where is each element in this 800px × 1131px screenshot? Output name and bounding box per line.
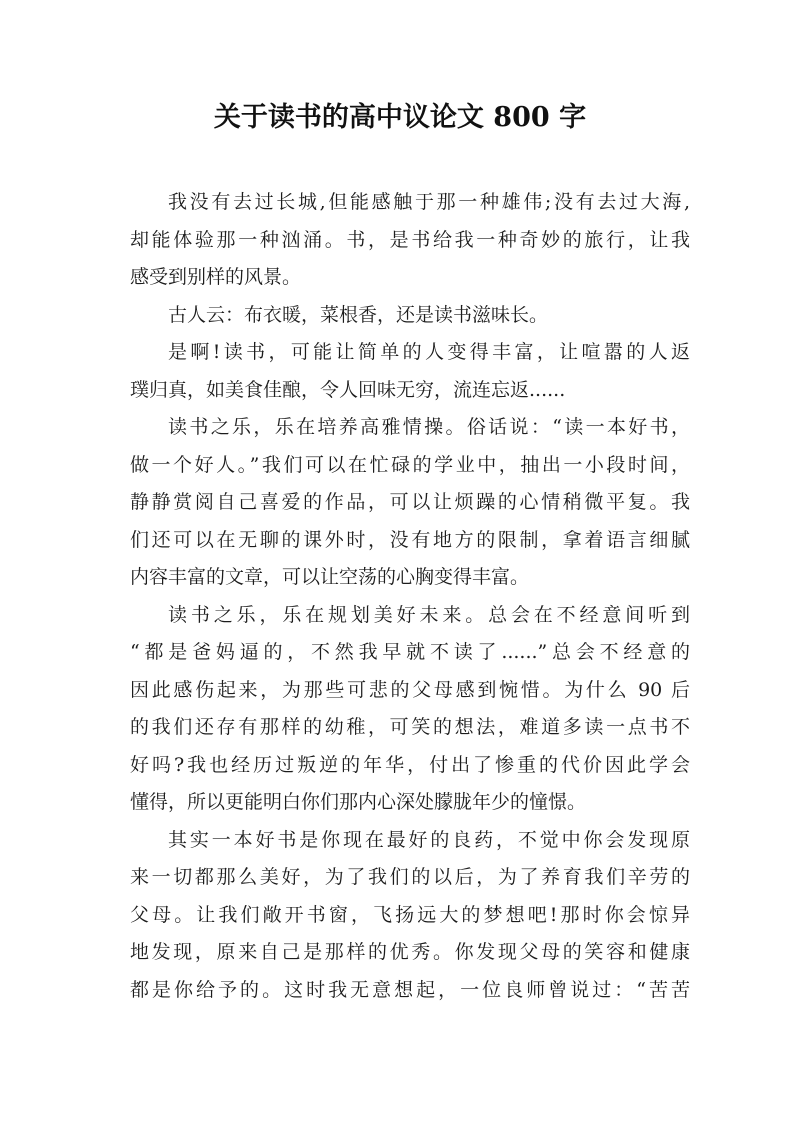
body-line: 因此感伤起来，为那些可悲的父母感到惋惜。为什么 90 后 bbox=[130, 678, 690, 701]
body-line: 都是你给予的。这时我无意想起，一位良师曾说过：“苦苦 bbox=[130, 978, 690, 1001]
body-line: 其实一本好书是你现在最好的良药，不觉中你会发现原 bbox=[168, 828, 690, 851]
body-line: 我没有去过长城,但能感触于那一种雄伟;没有去过大海, bbox=[168, 191, 690, 213]
body-line: 的我们还存有那样的幼稚，可笑的想法，难道多读一点书不 bbox=[130, 716, 690, 738]
body-line: 内容丰富的文章，可以让空荡的心胸变得丰富。 bbox=[130, 566, 530, 588]
body-line: 地发现，原来自己是那样的优秀。你发现父母的笑容和健康 bbox=[130, 941, 690, 963]
body-line: 却能体验那一种汹涌。书，是书给我一种奇妙的旅行，让我 bbox=[130, 228, 690, 251]
document-body bbox=[130, 184, 690, 1009]
body-line: 来一切都那么美好，为了我们的以后，为了养育我们辛劳的 bbox=[130, 866, 690, 888]
body-line: 古人云：布衣暖，菜根香，还是读书滋味长。 bbox=[168, 303, 549, 326]
document-title: 关于读书的高中议论文 800 字 bbox=[213, 102, 587, 133]
body-line: 是啊!读书，可能让简单的人变得丰富，让喧嚣的人返 bbox=[168, 341, 690, 363]
body-line: 感受到别样的风景。 bbox=[130, 266, 302, 288]
body-line: 静静赏阅自己喜爱的作品，可以让烦躁的心情稍微平复。我 bbox=[130, 491, 690, 513]
body-line: “都是爸妈逼的，不然我早就不读了......”总会不经意的 bbox=[130, 641, 690, 663]
body-line: 父母。让我们敞开书窗，飞扬远大的梦想吧!那时你会惊异 bbox=[130, 903, 690, 926]
body-line: 们还可以在无聊的课外时，没有地方的限制，拿着语言细腻 bbox=[130, 528, 690, 551]
body-line: 懂得，所以更能明白你们那内心深处朦胧年少的憧憬。 bbox=[130, 791, 587, 813]
body-line: 做一个好人。”我们可以在忙碌的学业中，抽出一小段时间， bbox=[130, 453, 690, 476]
body-line: 好吗?我也经历过叛逆的年华，付出了惨重的代价因此学会 bbox=[130, 753, 690, 776]
body-line: 璞归真，如美食佳酿，令人回味无穷，流连忘返...... bbox=[130, 378, 566, 401]
body-line: 读书之乐，乐在培养高雅情操。俗话说：“读一本好书， bbox=[168, 416, 690, 438]
body-line: 读书之乐，乐在规划美好未来。总会在不经意间听到 bbox=[168, 603, 690, 626]
